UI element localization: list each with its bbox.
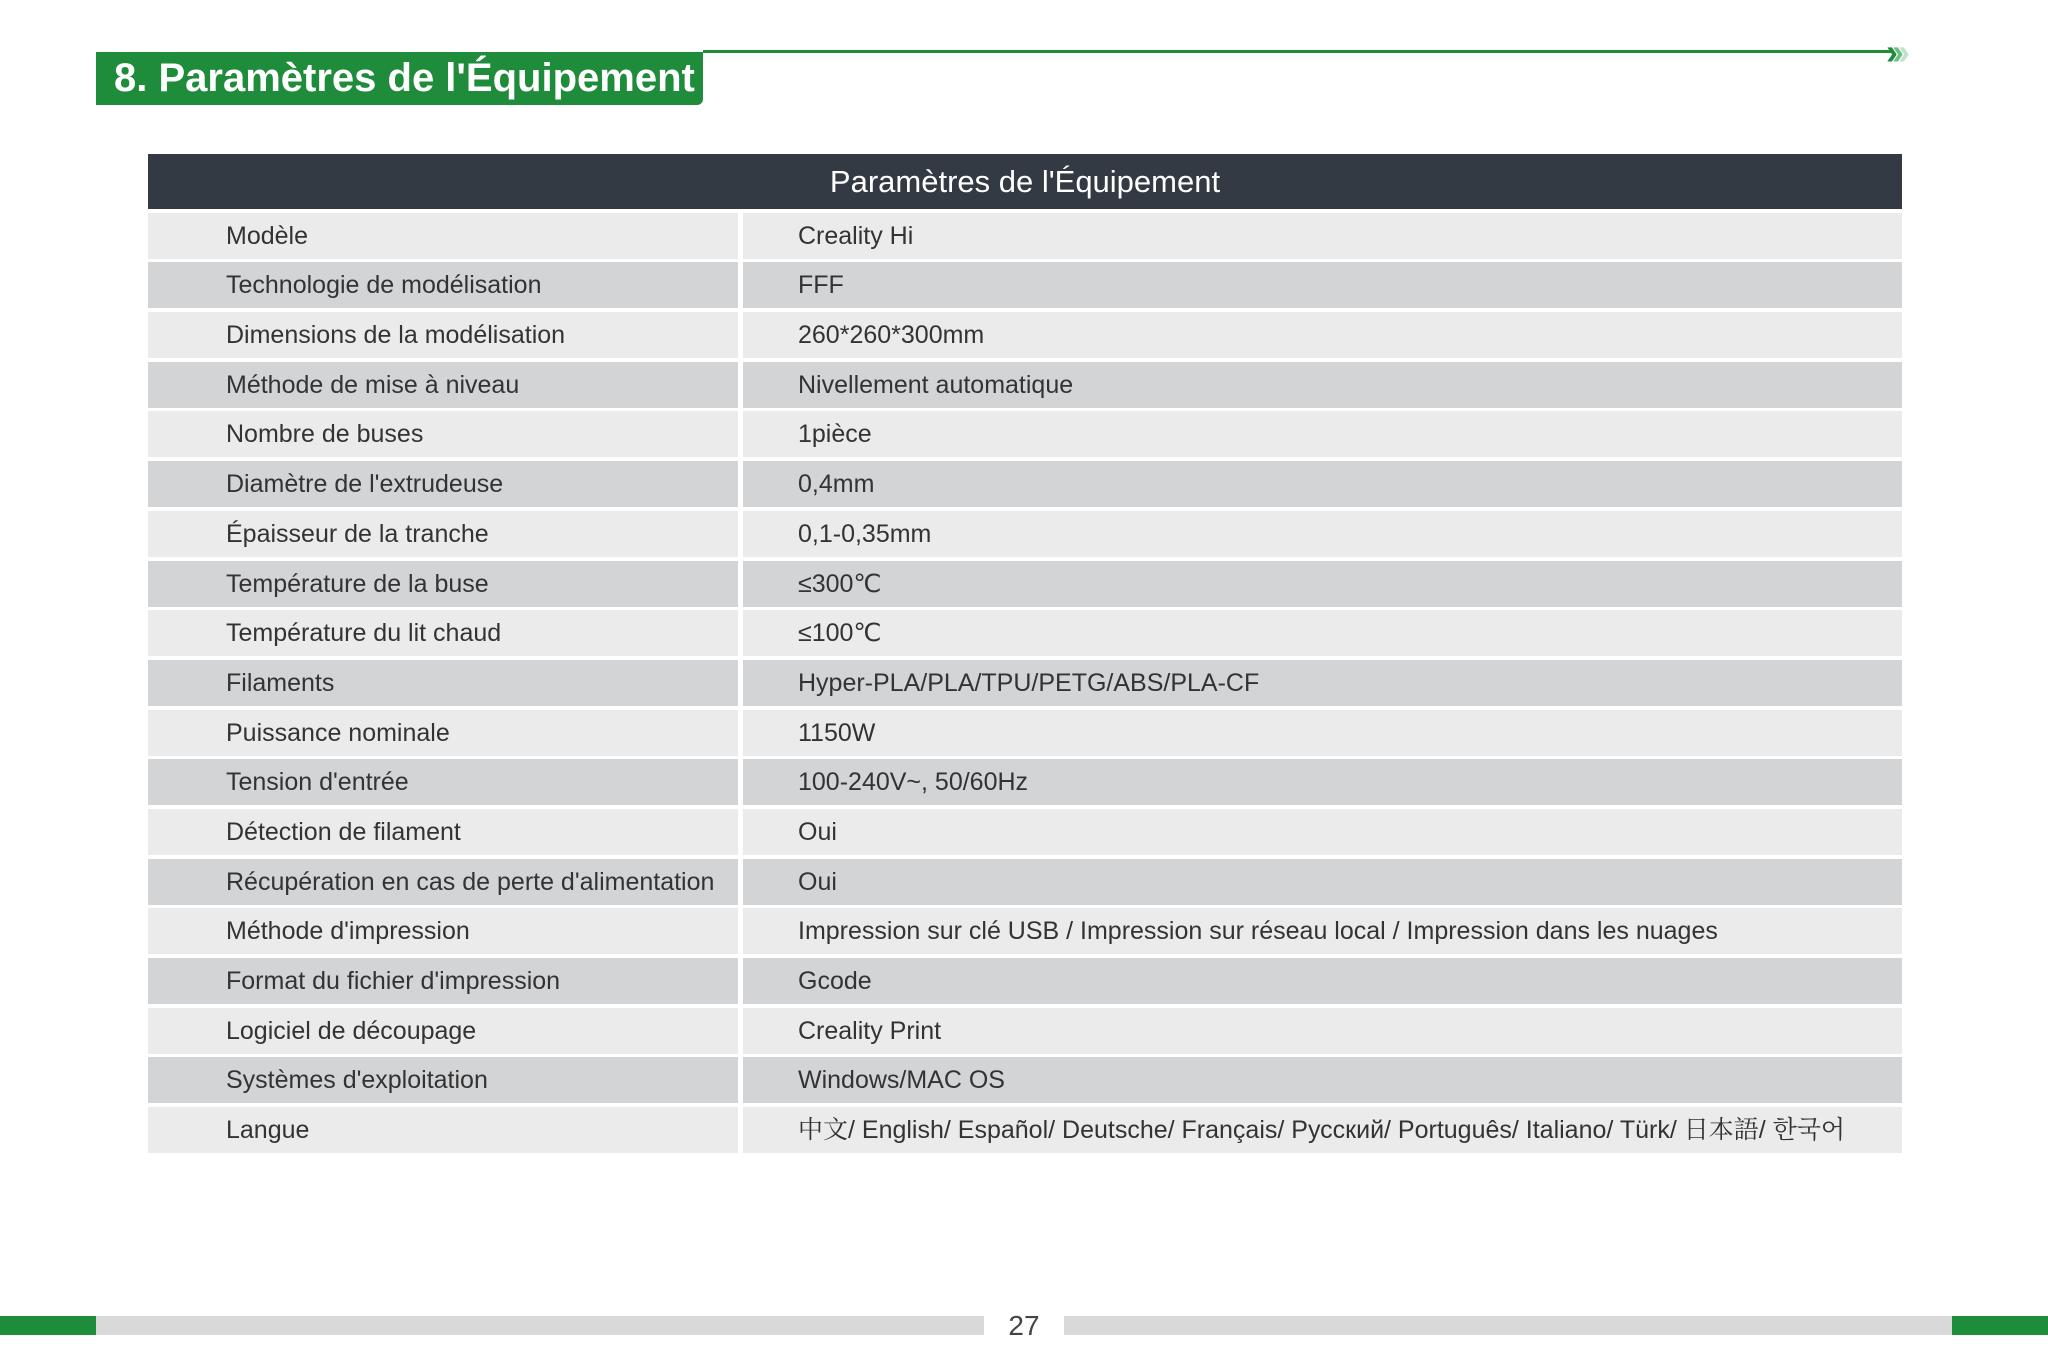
table-row	[148, 610, 1902, 656]
table-row	[148, 362, 1902, 408]
spec-value: Gcode	[743, 958, 1902, 1004]
spec-label: Récupération en cas de perte d'alimentation	[148, 859, 738, 905]
footer-bar-right-accent	[1952, 1316, 2048, 1335]
table-row	[148, 213, 1902, 259]
table-row	[148, 511, 1902, 557]
spec-value: Hyper-PLA/PLA/TPU/PETG/ABS/PLA-CF	[743, 660, 1902, 706]
table-row	[148, 1107, 1902, 1153]
spec-value: Creality Print	[743, 1008, 1902, 1054]
spec-label: Nombre de buses	[148, 411, 738, 457]
spec-value: Oui	[743, 809, 1902, 855]
table-row	[148, 759, 1902, 805]
footer-bar-left	[96, 1316, 984, 1335]
spec-label: Détection de filament	[148, 809, 738, 855]
table-row	[148, 1008, 1902, 1054]
spec-value: 260*260*300mm	[743, 312, 1902, 358]
section-title: 8. Paramètres de l'Équipement	[96, 52, 703, 105]
header-rule	[703, 50, 1893, 53]
spec-label: Tension d'entrée	[148, 759, 738, 805]
table-row	[148, 461, 1902, 507]
page-number: 27	[1008, 1310, 1040, 1341]
table-row	[148, 958, 1902, 1004]
table-row	[148, 262, 1902, 308]
spec-label: Épaisseur de la tranche	[148, 511, 738, 557]
table-row	[148, 1057, 1902, 1103]
spec-label: Température de la buse	[148, 561, 738, 607]
spec-label: Dimensions de la modélisation	[148, 312, 738, 358]
spec-label: Modèle	[148, 213, 738, 259]
spec-label: Méthode d'impression	[148, 908, 738, 954]
table-row	[148, 561, 1902, 607]
spec-value: Creality Hi	[743, 213, 1902, 259]
spec-table	[148, 154, 1902, 1153]
footer-bar-right	[1064, 1316, 1952, 1335]
table-row	[148, 312, 1902, 358]
table-row	[148, 411, 1902, 457]
spec-label: Puissance nominale	[148, 710, 738, 756]
triple-chevron-right-icon: ›››	[1886, 31, 1904, 72]
spec-value: ≤300℃	[743, 561, 1902, 607]
table-row	[148, 710, 1902, 756]
table-body	[148, 213, 1902, 1153]
spec-label: Langue	[148, 1107, 738, 1153]
table-header: Paramètres de l'Équipement	[148, 154, 1902, 209]
spec-value: 中文/ English/ Español/ Deutsche/ Français/ Русский/ Português/ Italiano/ Türk/ 日本語/ 한국어	[743, 1107, 1902, 1153]
spec-label: Méthode de mise à niveau	[148, 362, 738, 408]
table-row	[148, 660, 1902, 706]
footer-bar-left-accent	[0, 1316, 96, 1335]
spec-value: 0,1-0,35mm	[743, 511, 1902, 557]
spec-value: ≤100℃	[743, 610, 1902, 656]
spec-value: Impression sur clé USB / Impression sur réseau local / Impression dans les nuages	[743, 908, 1902, 954]
spec-label: Température du lit chaud	[148, 610, 738, 656]
spec-label: Logiciel de découpage	[148, 1008, 738, 1054]
spec-value: Oui	[743, 859, 1902, 905]
table-row	[148, 908, 1902, 954]
spec-value: 1150W	[743, 710, 1902, 756]
spec-label: Filaments	[148, 660, 738, 706]
spec-label: Technologie de modélisation	[148, 262, 738, 308]
spec-value: Windows/MAC OS	[743, 1057, 1902, 1103]
spec-value: 0,4mm	[743, 461, 1902, 507]
spec-label: Diamètre de l'extrudeuse	[148, 461, 738, 507]
table-row	[148, 859, 1902, 905]
spec-value: FFF	[743, 262, 1902, 308]
table-row	[148, 809, 1902, 855]
spec-value: 100-240V~, 50/60Hz	[743, 759, 1902, 805]
spec-value: 1pièce	[743, 411, 1902, 457]
spec-label: Format du fichier d'impression	[148, 958, 738, 1004]
spec-label: Systèmes d'exploitation	[148, 1057, 738, 1103]
spec-value: Nivellement automatique	[743, 362, 1902, 408]
